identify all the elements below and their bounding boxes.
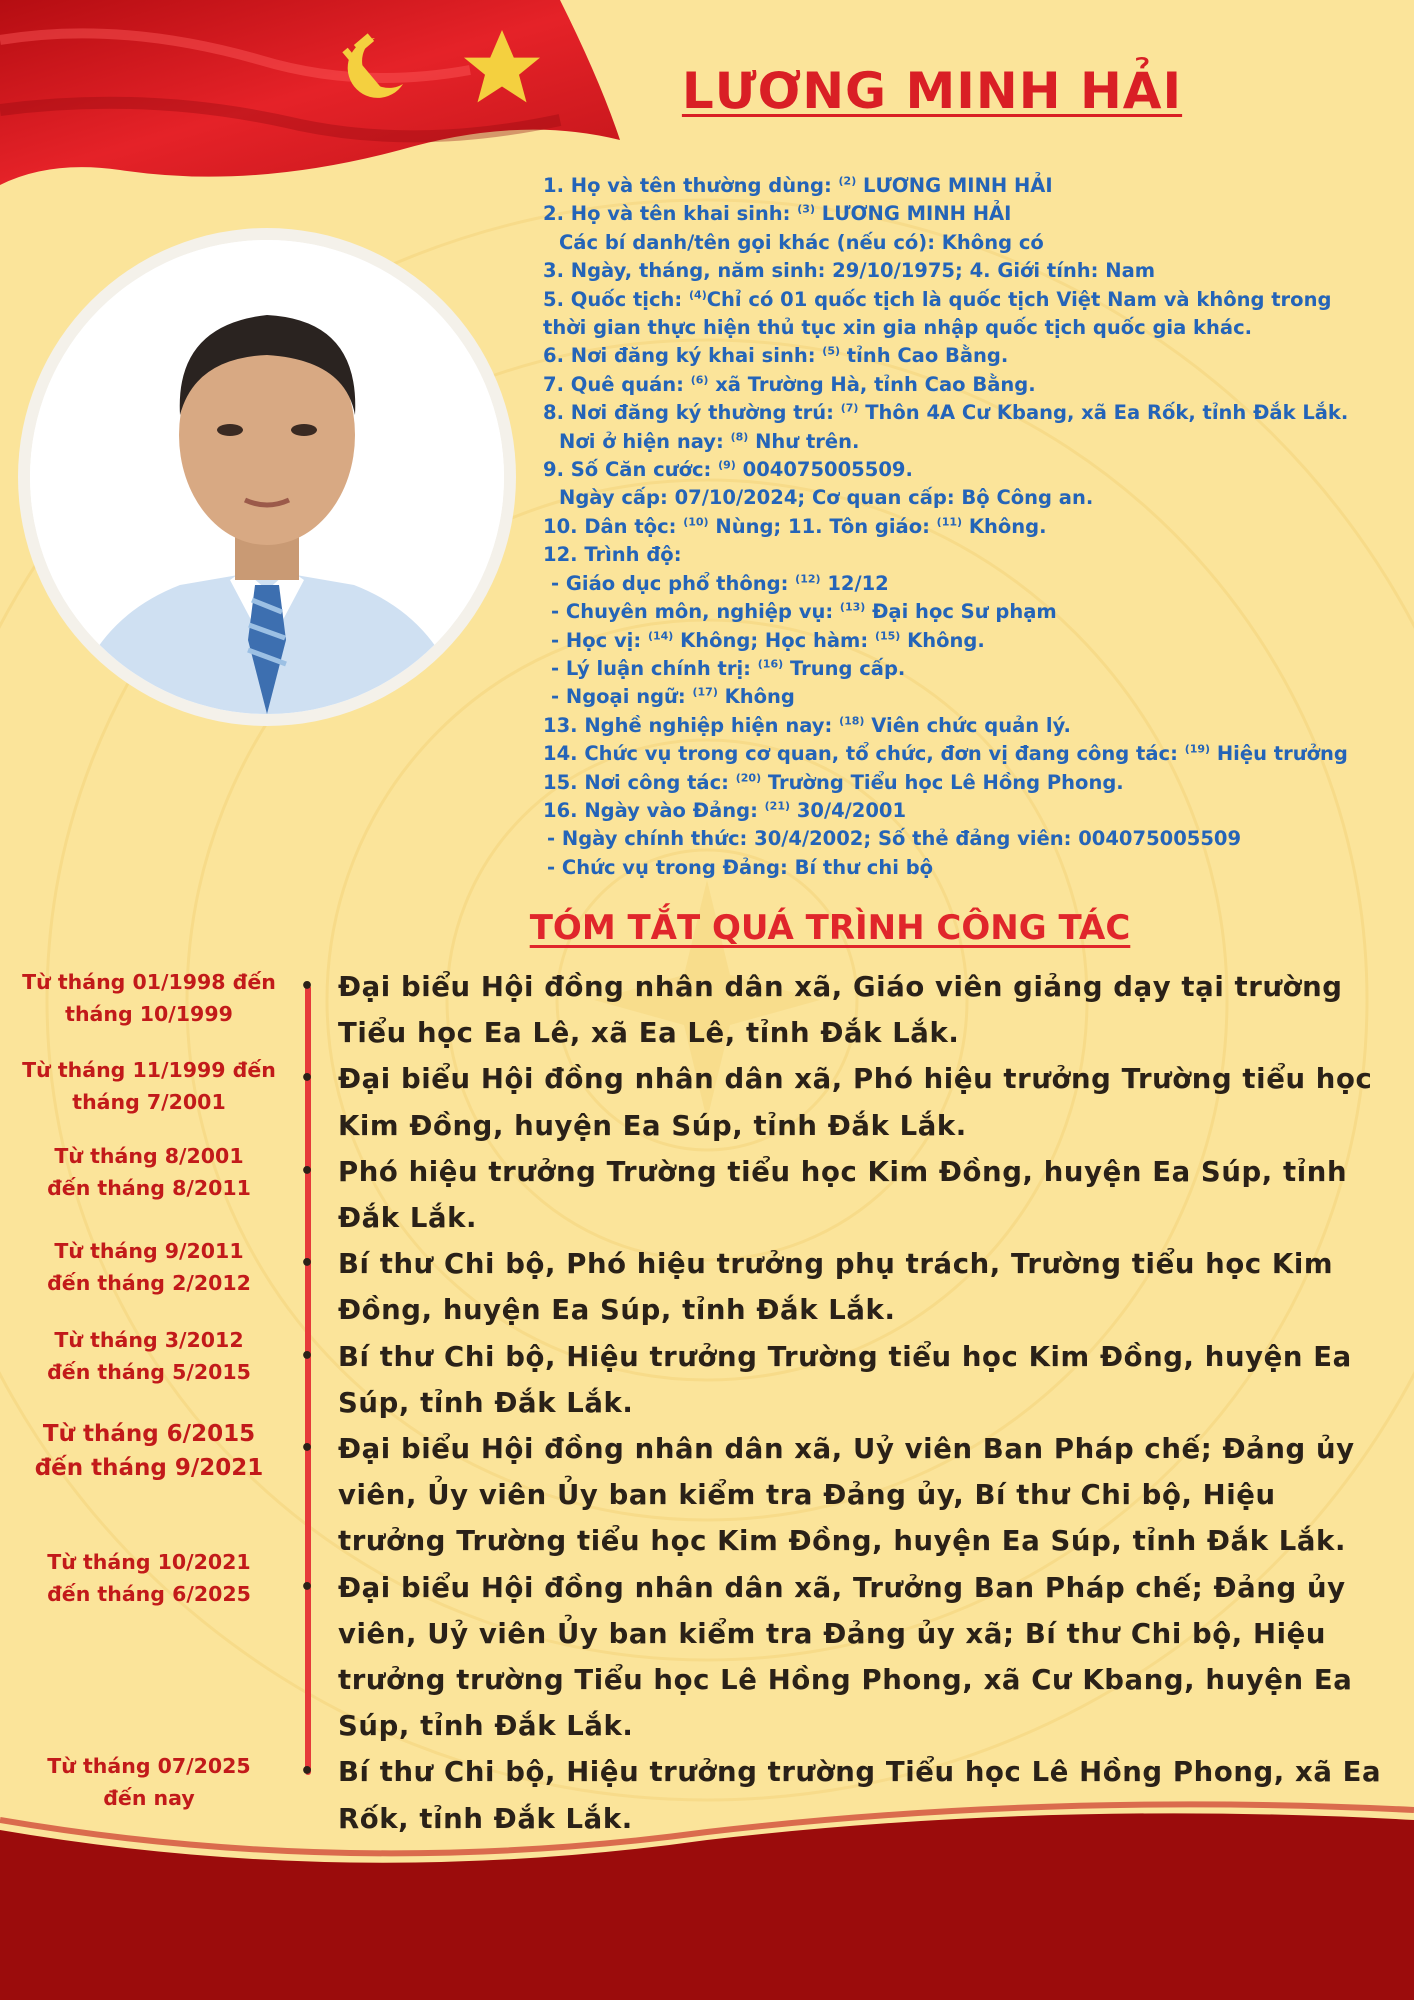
work-history-title: TÓM TẮT QUÁ TRÌNH CÔNG TÁC [529,908,1131,948]
info-line: 16. Ngày vào Đảng: $^{(21)}$ 30/4/2001 [543,798,907,822]
info-line: - Ngày chính thức: 30/4/2002; Số thẻ đảng viên: 004075005509 [547,827,1242,851]
info-line: 5. Quốc tịch: $^{(4)}$Chỉ có 01 quốc tịch là quốc tịch Việt Nam và không trong thời gian thực hiện thủ tục xin gia nhập quốc tịch quốc gia khác. [543,287,1332,340]
info-line: Ngày cấp: 07/10/2024; Cơ quan cấp: Bộ Công an. [559,486,1094,510]
timeline-entry: • Đại biểu Hội đồng nhân dân xã, Trưởng Ban Pháp chế; Đảng ủy viên, Uỷ viên Ủy ban kiểm tra Đảng ủy xã; Bí thư Chi bộ, Hiệu trưởng trường Tiểu học Lê Hồng Phong, xã Cư Kbang, huyện Ea Súp, tỉnh Đắk Lắk. [300,1565,1390,1750]
timeline-entry: • Bí thư Chi bộ, Hiệu trưởng trường Tiểu học Lê Hồng Phong, xã Ea Rốk, tỉnh Đắk Lắk. [300,1749,1390,1841]
timeline-entry: • Đại biểu Hội đồng nhân dân xã, Uỷ viên Ban Pháp chế; Đảng ủy viên, Ủy viên Ủy ban kiểm tra Đảng ủy, Bí thư Chi bộ, Hiệu trưởng Trường tiểu học Kim Đồng, huyện Ea Súp, tỉnh Đắk Lắk. [300,1426,1390,1565]
timeline-date: Từ tháng 10/2021 đến tháng 6/2025 [47,1550,251,1606]
timeline-entry: • Đại biểu Hội đồng nhân dân xã, Phó hiệu trưởng Trường tiểu học Kim Đồng, huyện Ea Súp, tỉnh Đắk Lắk. [300,1056,1390,1148]
info-line: - Học vị: $^{(14)}$ Không; Học hàm: $^{(15)}$ Không. [551,628,985,652]
info-line: 6. Nơi đăng ký khai sinh: $^{(5)}$ tỉnh Cao Bằng. [543,344,1009,368]
timeline-date: Từ tháng 9/2011 đến tháng 2/2012 [47,1239,251,1295]
timeline-date: Từ tháng 01/1998 đến tháng 10/1999 [22,970,276,1026]
bullet-icon: • [300,1574,315,1600]
timeline-entry: • Đại biểu Hội đồng nhân dân xã, Giáo viên giảng dạy tại trường Tiểu học Ea Lê, xã Ea Lê, tỉnh Đắk Lắk. [300,964,1390,1056]
info-line: 7. Quê quán: $^{(6)}$ xã Trường Hà, tỉnh Cao Bằng. [543,372,1036,396]
bullet-icon: • [300,1066,315,1092]
timeline-date: Từ tháng 07/2025 đến nay [47,1754,251,1810]
timeline-entries [300,964,1390,1842]
info-line: 10. Dân tộc: $^{(10)}$ Nùng; 11. Tôn giáo: $^{(11)}$ Không. [543,514,1047,538]
personal-info [543,172,1373,882]
info-line: - Giáo dục phổ thông: $^{(12)}$ 12/12 [551,571,889,595]
info-line: 2. Họ và tên khai sinh: $^{(3)}$ LƯƠNG MINH HẢI [543,202,1012,226]
timeline-entry: • Phó hiệu trưởng Trường tiểu học Kim Đồng, huyện Ea Súp, tỉnh Đắk Lắk. [300,1149,1390,1241]
info-line: 12. Trình độ: [543,543,682,567]
info-line: - Chức vụ trong Đảng: Bí thư chi bộ [547,855,934,879]
info-line: - Ngoại ngữ: $^{(17)}$ Không [551,685,795,709]
bullet-icon: • [300,974,315,999]
candidate-portrait [30,240,504,714]
info-line: 14. Chức vụ trong cơ quan, tổ chức, đơn vị đang công tác: $^{(19)}$ Hiệu trưởng [543,742,1348,766]
timeline-date: Từ tháng 8/2001 đến tháng 8/2011 [47,1144,251,1200]
info-line: - Lý luận chính trị: $^{(16)}$ Trung cấp. [551,656,906,680]
info-line: 3. Ngày, tháng, năm sinh: 29/10/1975; 4. Giới tính: Nam [543,259,1156,283]
info-line: 13. Nghề nghiệp hiện nay: $^{(18)}$ Viên chức quản lý. [543,713,1071,737]
info-line: 15. Nơi công tác: $^{(20)}$ Trường Tiểu học Lê Hồng Phong. [543,770,1124,794]
bullet-icon: • [300,1759,315,1785]
bullet-icon: • [300,1251,315,1277]
timeline-entry: • Bí thư Chi bộ, Phó hiệu trưởng phụ trách, Trường tiểu học Kim Đồng, huyện Ea Súp, tỉnh Đắk Lắk. [300,1241,1390,1333]
timeline-date: Từ tháng 3/2012 đến tháng 5/2015 [47,1328,251,1384]
timeline-entry: • Bí thư Chi bộ, Hiệu trưởng Trường tiểu học Kim Đồng, huyện Ea Súp, tỉnh Đắk Lắk. [300,1334,1390,1426]
info-line: - Chuyên môn, nghiệp vụ: $^{(13)}$ Đại học Sư phạm [551,600,1057,624]
timeline-date: Từ tháng 6/2015 đến tháng 9/2021 [34,1421,264,1481]
party-flag [0,0,640,200]
info-line: Các bí danh/tên gọi khác (nếu có): Không có [559,230,1044,254]
bullet-icon: • [300,1343,315,1369]
info-line: 8. Nơi đăng ký thường trú: $^{(7)}$ Thôn 4A Cư Kbang, xã Ea Rốk, tỉnh Đắk Lắk. [543,401,1349,425]
bullet-icon: • [300,1158,315,1184]
bullet-icon: • [300,1436,315,1462]
info-line: 9. Số Căn cước: $^{(9)}$ 004075005509. [543,458,913,482]
info-line: Nơi ở hiện nay: $^{(8)}$ Như trên. [559,429,860,453]
candidate-name: LƯƠNG MINH HẢI [681,62,1183,120]
timeline-date: Từ tháng 11/1999 đến tháng 7/2001 [22,1058,276,1114]
bottom-red-band [0,1780,1414,2000]
info-line: 1. Họ và tên thường dùng: $^{(2)}$ LƯƠNG MINH HẢI [543,174,1053,197]
